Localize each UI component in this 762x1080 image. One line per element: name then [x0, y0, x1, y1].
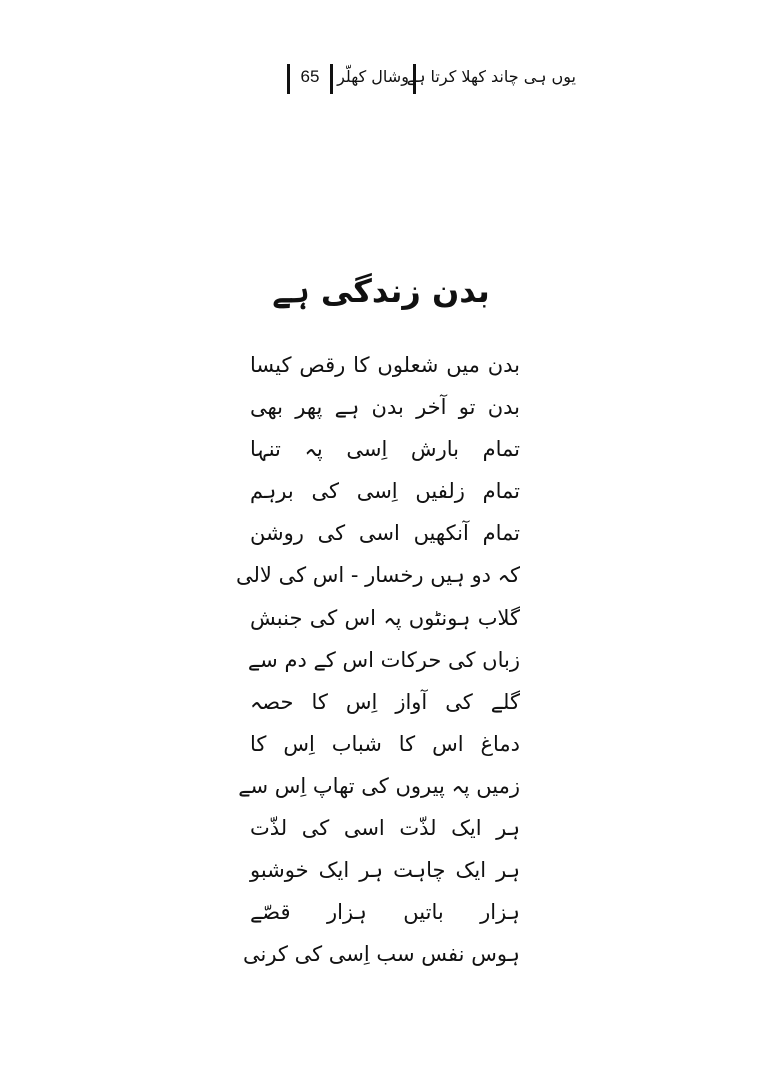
poem-verse: کہ دو ہیں رخسار - اس کی لالی: [236, 563, 520, 588]
poem-verse: دماغ اس کا شباب اِس کا: [250, 731, 520, 756]
poem-verse: زمیں پہ پیروں کی تھاپ اِس سے: [238, 773, 520, 798]
poem-verse: تمام زلفیں اِسی کی برہم: [250, 479, 520, 504]
poem-verse: زباں کی حرکات اس کے دم سے: [247, 647, 520, 672]
book-title: یوں ہی چاند کھلا کرتا ہے: [406, 67, 576, 86]
poem-verse: ہر ایک لذّت اسی کی لذّت: [250, 816, 520, 841]
poem-body: [236, 344, 520, 975]
author-name: وشال کھلّر: [337, 67, 409, 86]
poem-title: بدن زندگی ہے: [272, 272, 490, 310]
poem-verse: بدن تو آخر بدن ہے پھر بھی: [250, 395, 520, 420]
poem-verse: گلے کی آواز اِس کا حصہ: [250, 689, 520, 714]
running-header: [0, 58, 762, 98]
poem-verse: گلاب ہونٹوں پہ اس کی جنبش: [250, 605, 520, 630]
poem-verse: بدن میں شعلوں کا رقص کیسا: [250, 353, 520, 377]
poem-verse: ہر ایک چاہت ہر ایک خوشبو: [250, 858, 520, 883]
poem-verse: تمام آنکھیں اسی کی روشن: [250, 521, 520, 546]
page-number: 65: [300, 67, 320, 86]
poem-verse: ہزار باتیں ہزار قصّے: [250, 900, 520, 925]
poem-verse: ہوس نفس سب اِسی کی کرنی: [243, 942, 520, 967]
poem-verse: تمام بارش اِسی پہ تنہا: [250, 437, 520, 462]
